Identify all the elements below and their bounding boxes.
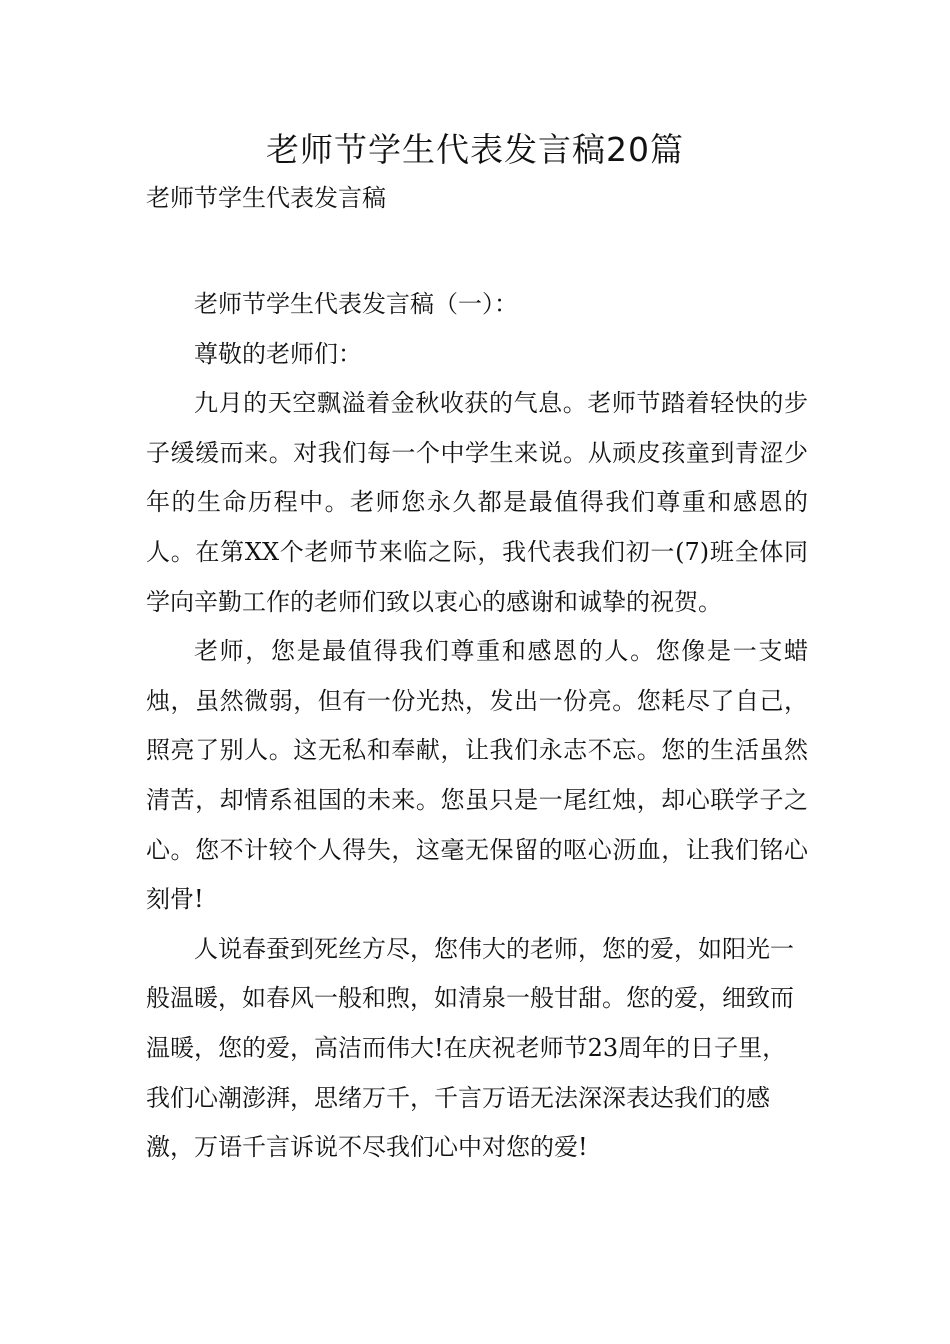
paragraph: 老师，您是最值得我们尊重和感恩的人。您像是一支蜡烛，虽然微弱，但有一份光热，发出一份亮。您耗尽了自己，照亮了别人。这无私和奉献，让我们永志不忘。您的生活虽然清苦，却情系祖国的未来。您虽只是一尾红烛，却心联学子之心。您不计较个人得失，这毫无保留的呕心沥血，让我们铭心刻骨! xyxy=(146,637,808,914)
paragraph: 人说春蚕到死丝方尽，您伟大的老师，您的爱，如阳光一般温暖，如春风一般和煦，如清泉一般甘甜。您的爱，细致而温暖，您的爱，高洁而伟大!在庆祝老师节23周年的日子里，我们心潮澎湃，思绪万千，千言万语无法深深表达我们的感激，万语千言诉说不尽我们心中对您的爱! xyxy=(146,934,794,1162)
document-body xyxy=(146,280,808,1173)
document-title: 老师节学生代表发言稿20篇 xyxy=(266,130,684,169)
salutation: 尊敬的老师们： xyxy=(194,339,362,368)
section-heading: 老师节学生代表发言稿（一）： xyxy=(194,290,518,318)
paragraph: 九月的天空飘溢着金秋收获的气息。老师节踏着轻快的步子缓缓而来。对我们每一个中学生来说。从顽皮孩童到青涩少年的生命历程中。老师您永久都是最值得我们尊重和感恩的人。在第XX个老师节来临之际，我代表我们初一(7)班全体同学向辛勤工作的老师们致以衷心的感谢和诚挚的祝贺。 xyxy=(146,389,808,616)
document-subtitle: 老师节学生代表发言稿 xyxy=(146,184,386,212)
